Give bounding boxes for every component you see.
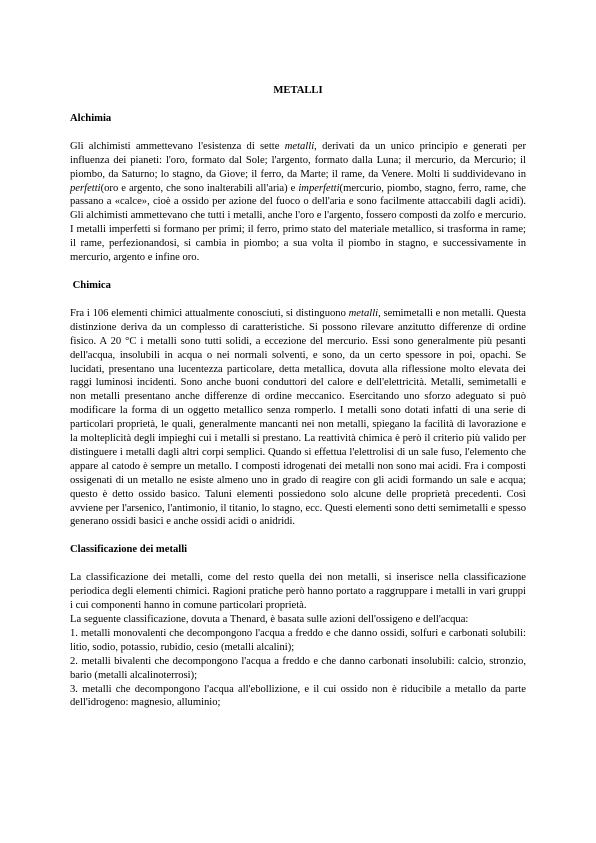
paragraph-chimica [70, 307, 526, 530]
text-run: (oro e argento, che sono inalterabili all'aria) e [100, 182, 299, 194]
list-item: 2. metalli bivalenti che decompongono l'acqua a freddo e che danno carbonati insolubili: calcio, stronzio, bario (metalli alcalinoterrosi); [70, 655, 526, 681]
text-run: Fra i 106 elementi chimici attualmente conosciuti, si distinguono [70, 307, 349, 319]
section-heading-chimica: Chimica [70, 279, 111, 291]
text-run: Gli alchimisti ammettevano l'esistenza di sette [70, 140, 285, 152]
section-heading-classificazione: Classificazione dei metalli [70, 544, 188, 556]
text-run: , derivati da un unico principio e generati per influenza dei pianeti: l'oro, formato dal Sole; l'argento, formato dalla Luna; il mercurio, da Mercurio; il piombo, da Saturno; lo stagno, da Giove; il ferro, da Marte; il rame, da Venere. Molti li suddividevano in [70, 140, 526, 180]
italic-term: metalli [348, 307, 379, 319]
text-run: , semimetalli e non metalli. Questa distinzione deriva da un complesso di caratteristiche. Si possono rilevare anzitutto differenze di ordine fisico. A 20 °C i metalli sono tutti solidi, a eccezione del mercurio. Essi sono generalmente più pesanti dell'acqua, insolubili in acqua o nei normali solventi, e sono, da un certo spessore in poi, opachi. Se lucidati, presentano una lucentezza particolare, detta metallica, dovuta alla riflessione molto elevata dei raggi luminosi incidenti. Sono anche buoni conduttori del calore e dell'elettricità. Metalli, semimetalli e non metalli presentano anche differenze di ordine meccanico. Esercitando uno sforzo adeguato si può modificare la forma di un oggetto metallico senza romperlo. I metalli sono dotati infatti di una serie di particolari proprietà, le quali, generalmente mancanti nei non metalli, spiegano la facilità di lavorazione e la molteplicità degli impieghi cui i metalli si prestano. La reattività chimica è però il criterio più valido per distinguere i metalli dagli altri corpi semplici. Quando si effettua l'elettrolisi di un sale fuso, l'elemento che appare al catodo è sempre un metallo. I composti idrogenati dei metalli non sono mai acidi. Fra i composti ossigenati di un metallo ne esiste almeno uno in grado di reagire con gli acidi formando un sale e acqua; questo è detto ossido basico. Taluni elementi possiedono solo alcune delle proprietà precedenti. Così avviene per l'arsenico, l'antimonio, il titanio, lo stagno, ecc. Questi elementi sono detti semimetalli e spesso generano ossidi basici e anche ossidi acidi o anidridi. [70, 307, 526, 528]
italic-term: imperfetti [298, 182, 340, 194]
list-item: 3. metalli che decompongono l'acqua all'ebollizione, e il cui ossido non è riducibile a metallo da parte dell'idrogeno: magnesio, alluminio; [70, 683, 526, 709]
document-page [70, 84, 526, 710]
section-heading-alchimia: Alchimia [70, 112, 112, 124]
italic-term: perfetti [70, 182, 101, 194]
text-run: (mercurio, piombo, stagno, ferro, rame, che passano a «calce», cioè a ossido per azione del fuoco o dell'aria e sono facilmente attaccabili dagli acidi). Gli alchimisti ammettevano che tutti i metalli, anche l'oro e l'argento, fossero composti da zolfo e mercurio. I metalli imperfetti si formano per primi; il ferro, primo stato del materiale metallico, si trasforma in rame; il rame, perfezionandosi, si cambia in piombo; a sua volta il piombo in stagno, e successivamente in mercurio, argento e infine oro. [70, 182, 527, 264]
list-item: 1. metalli monovalenti che decompongono l'acqua a freddo e che danno ossidi, solfuri e carbonati solubili: litio, sodio, potassio, rubidio, cesio (metalli alcalini); [70, 627, 526, 653]
paragraph-classificazione-intro: La classificazione dei metalli, come del resto quella dei non metalli, si inserisce nella classificazione periodica degli elementi chimici. Ragioni pratiche però hanno portato a raggruppare i metalli in vari gruppi i cui componenti hanno in comune particolari proprietà. [70, 572, 526, 612]
italic-term: metalli [284, 140, 315, 152]
document-title: METALLI [273, 85, 323, 96]
paragraph-thenard: La seguente classificazione, dovuta a Thenard, è basata sulle azioni dell'ossigeno e dell'acqua: [70, 614, 469, 625]
paragraph-alchimia [70, 140, 526, 265]
